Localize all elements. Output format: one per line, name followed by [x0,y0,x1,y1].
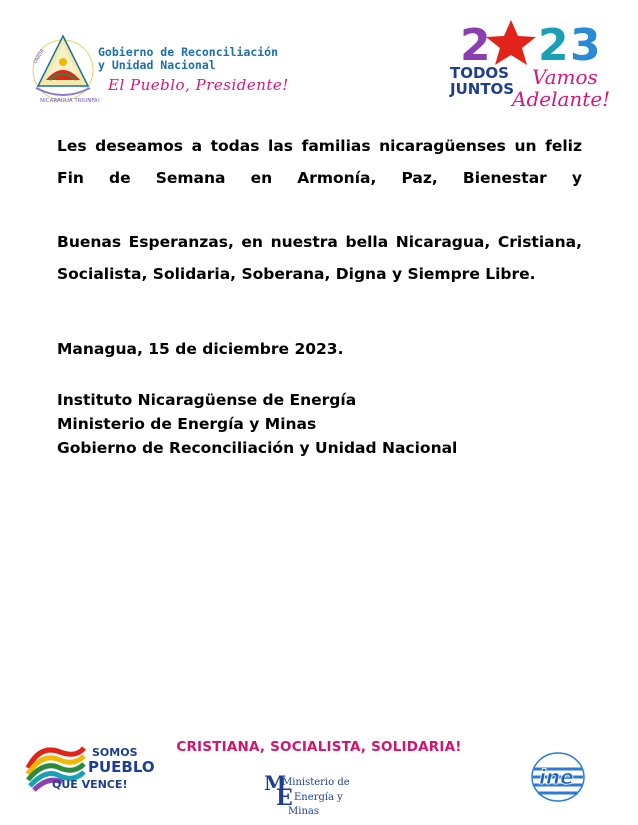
year-digit-2b: 2 [538,20,569,71]
message-paragraph-1 [57,130,582,194]
date-line: Managua, 15 de diciembre 2023. [57,340,344,358]
gov-name-line2: y Unidad Nacional [98,58,216,72]
signature-line-2: Ministerio de Energía y Minas [57,415,317,433]
somos-text: SOMOS [92,746,138,759]
mem-line-1: Ministerio de [282,777,350,788]
arc-label-bottom: NICARAGUA TRIUNFA! [40,98,100,104]
footer-motto: CRISTIANA, SOCIALISTA, SOLIDARIA! [176,739,462,755]
gov-name-line1: Gobierno de Reconciliación [98,45,279,59]
red-star-icon [486,20,536,65]
adelante-text: Adelante! [512,87,611,111]
ine-text: ine [539,765,574,789]
signature-line-3: Gobierno de Reconciliación y Unidad Nacional [57,439,458,457]
year-digit-2a: 2 [460,20,491,71]
pueblo-text: PUEBLO [88,758,155,776]
mem-letter-m: M [264,771,287,795]
mem-line-2: Energía y [294,792,343,803]
ine-logo [530,751,586,803]
vamos-text: Vamos [532,65,598,89]
mem-letter-e: E [276,785,293,811]
mem-line-3: Minas [288,806,319,817]
gov-name [98,46,278,72]
triangle-emblem-icon [28,30,98,110]
government-logo [28,30,318,110]
juntos-text: JUNTOS [450,80,515,98]
year-2023-logo [448,14,616,114]
arc-label-top: UNIDA [32,48,46,65]
year-digit-3: 3 [570,20,601,71]
todos-text: TODOS [450,64,509,82]
signature-block [57,388,582,460]
message-paragraph-2 [57,226,582,290]
paragraph-2-text: Buenas Esperanzas, en nuestra bella Nicaragua, Cristiana, Socialista, Solidaria, Soberana, Digna y Siempre Libre. [57,233,582,283]
paragraph-1-text: Les deseamos a todas las familias nicaragüenses un feliz Fin de Semana en Armonía, Paz, Bienestar y [57,137,582,187]
gov-slogan: El Pueblo, Presidente! [108,76,289,94]
signature-line-1: Instituto Nicaragüense de Energía [57,391,357,409]
que-vence-text: QUE VENCE! [52,778,128,791]
ministerio-energia-minas-logo [262,772,396,816]
